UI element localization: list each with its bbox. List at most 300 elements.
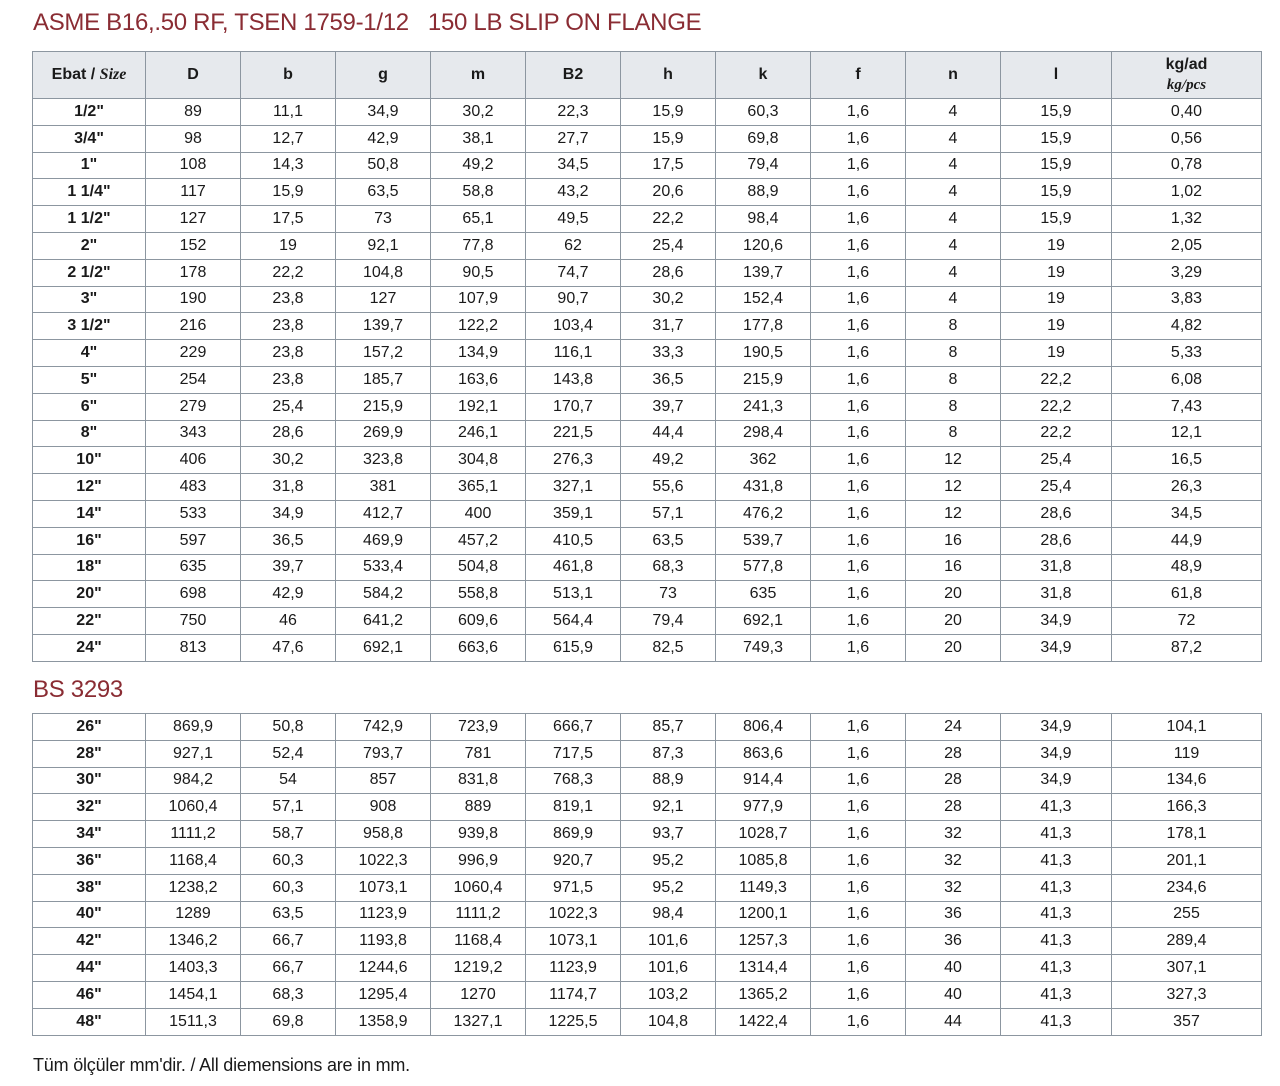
value-cell: 831,8 (431, 767, 526, 794)
value-cell: 1511,3 (146, 1008, 241, 1035)
value-cell: 698 (146, 581, 241, 608)
table-body-bs3293 (33, 714, 1262, 1036)
size-cell: 3/4" (33, 125, 146, 152)
value-cell: 1,6 (811, 740, 906, 767)
value-cell: 116,1 (526, 340, 621, 367)
value-cell: 23,8 (241, 340, 336, 367)
value-cell: 26,3 (1112, 474, 1262, 501)
value-cell: 1244,6 (336, 955, 431, 982)
value-cell: 69,8 (716, 125, 811, 152)
value-cell: 483 (146, 474, 241, 501)
value-cell: 513,1 (526, 581, 621, 608)
header-col-d: D (146, 52, 241, 99)
value-cell: 1,6 (811, 500, 906, 527)
header-size (33, 52, 146, 99)
value-cell: 533,4 (336, 554, 431, 581)
value-cell: 1073,1 (526, 928, 621, 955)
value-cell: 28 (906, 767, 1001, 794)
value-cell: 216 (146, 313, 241, 340)
value-cell: 62 (526, 232, 621, 259)
table-row (33, 767, 1262, 794)
value-cell: 74,7 (526, 259, 621, 286)
size-cell: 8" (33, 420, 146, 447)
value-cell: 44 (906, 1008, 1001, 1035)
value-cell: 41,3 (1001, 847, 1112, 874)
size-cell: 24" (33, 634, 146, 661)
value-cell: 120,6 (716, 232, 811, 259)
value-cell: 73 (621, 581, 716, 608)
value-cell: 1225,5 (526, 1008, 621, 1035)
value-cell: 0,56 (1112, 125, 1262, 152)
size-cell: 14" (33, 500, 146, 527)
value-cell: 15,9 (1001, 152, 1112, 179)
value-cell: 19 (1001, 259, 1112, 286)
value-cell: 215,9 (716, 366, 811, 393)
value-cell: 1,6 (811, 847, 906, 874)
value-cell: 635 (146, 554, 241, 581)
size-cell: 20" (33, 581, 146, 608)
value-cell: 1,6 (811, 714, 906, 741)
value-cell: 32 (906, 821, 1001, 848)
size-cell: 38" (33, 874, 146, 901)
value-cell: 1295,4 (336, 981, 431, 1008)
value-cell: 42,9 (241, 581, 336, 608)
table-row (33, 206, 1262, 233)
value-cell: 1,6 (811, 259, 906, 286)
value-cell: 63,5 (241, 901, 336, 928)
value-cell: 8 (906, 420, 1001, 447)
value-cell: 889 (431, 794, 526, 821)
value-cell: 104,1 (1112, 714, 1262, 741)
value-cell: 307,1 (1112, 955, 1262, 982)
value-cell: 166,3 (1112, 794, 1262, 821)
value-cell: 49,5 (526, 206, 621, 233)
value-cell: 1,6 (811, 393, 906, 420)
value-cell: 28,6 (1001, 500, 1112, 527)
value-cell: 1073,1 (336, 874, 431, 901)
table-row (33, 99, 1262, 126)
size-cell: 6" (33, 393, 146, 420)
value-cell: 1,6 (811, 821, 906, 848)
value-cell: 400 (431, 500, 526, 527)
section-title-bs3293: BS 3293 (33, 676, 123, 703)
value-cell: 20 (906, 581, 1001, 608)
value-cell: 939,8 (431, 821, 526, 848)
table-row (33, 714, 1262, 741)
value-cell: 16,5 (1112, 447, 1262, 474)
value-cell: 564,4 (526, 608, 621, 635)
table-row (33, 152, 1262, 179)
value-cell: 750 (146, 608, 241, 635)
value-cell: 615,9 (526, 634, 621, 661)
value-cell: 85,7 (621, 714, 716, 741)
value-cell: 4 (906, 99, 1001, 126)
value-cell: 16 (906, 554, 1001, 581)
value-cell: 327,1 (526, 474, 621, 501)
value-cell: 177,8 (716, 313, 811, 340)
table-row (33, 286, 1262, 313)
header-size-en: Size (99, 66, 127, 83)
value-cell: 504,8 (431, 554, 526, 581)
value-cell: 34,9 (336, 99, 431, 126)
value-cell: 31,8 (1001, 581, 1112, 608)
value-cell: 4 (906, 259, 1001, 286)
value-cell: 32 (906, 847, 1001, 874)
value-cell: 87,2 (1112, 634, 1262, 661)
table-row (33, 1008, 1262, 1035)
value-cell: 1270 (431, 981, 526, 1008)
value-cell: 34,5 (526, 152, 621, 179)
value-cell: 0,78 (1112, 152, 1262, 179)
table-row (33, 821, 1262, 848)
value-cell: 723,9 (431, 714, 526, 741)
value-cell: 577,8 (716, 554, 811, 581)
value-cell: 539,7 (716, 527, 811, 554)
value-cell: 1174,7 (526, 981, 621, 1008)
value-cell: 139,7 (716, 259, 811, 286)
value-cell: 77,8 (431, 232, 526, 259)
value-cell: 12,1 (1112, 420, 1262, 447)
value-cell: 122,2 (431, 313, 526, 340)
value-cell: 15,9 (1001, 179, 1112, 206)
value-cell: 7,43 (1112, 393, 1262, 420)
value-cell: 30,2 (431, 99, 526, 126)
value-cell: 3,83 (1112, 286, 1262, 313)
size-cell: 10" (33, 447, 146, 474)
value-cell: 1219,2 (431, 955, 526, 982)
value-cell: 101,6 (621, 955, 716, 982)
table-row (33, 901, 1262, 928)
value-cell: 25,4 (621, 232, 716, 259)
table-row (33, 259, 1262, 286)
value-cell: 73 (336, 206, 431, 233)
value-cell: 1022,3 (526, 901, 621, 928)
value-cell: 69,8 (241, 1008, 336, 1035)
value-cell: 457,2 (431, 527, 526, 554)
value-cell: 190,5 (716, 340, 811, 367)
value-cell: 127 (146, 206, 241, 233)
value-cell: 47,6 (241, 634, 336, 661)
value-cell: 584,2 (336, 581, 431, 608)
value-cell: 60,3 (716, 99, 811, 126)
value-cell: 971,5 (526, 874, 621, 901)
value-cell: 58,8 (431, 179, 526, 206)
value-cell: 1111,2 (431, 901, 526, 928)
value-cell: 20,6 (621, 179, 716, 206)
value-cell: 28,6 (621, 259, 716, 286)
value-cell: 1,6 (811, 581, 906, 608)
size-cell: 42" (33, 928, 146, 955)
value-cell: 41,3 (1001, 901, 1112, 928)
value-cell: 1,6 (811, 420, 906, 447)
value-cell: 410,5 (526, 527, 621, 554)
value-cell: 19 (1001, 313, 1112, 340)
value-cell: 27,7 (526, 125, 621, 152)
value-cell: 134,9 (431, 340, 526, 367)
value-cell: 1327,1 (431, 1008, 526, 1035)
value-cell: 246,1 (431, 420, 526, 447)
value-cell: 19 (1001, 232, 1112, 259)
table-row (33, 393, 1262, 420)
value-cell: 12 (906, 474, 1001, 501)
value-cell: 104,8 (336, 259, 431, 286)
value-cell: 215,9 (336, 393, 431, 420)
value-cell: 19 (1001, 286, 1112, 313)
value-cell: 190 (146, 286, 241, 313)
value-cell: 635 (716, 581, 811, 608)
value-cell: 89 (146, 99, 241, 126)
header-size-tr: Ebat / (51, 66, 100, 83)
value-cell: 192,1 (431, 393, 526, 420)
value-cell: 41,3 (1001, 981, 1112, 1008)
value-cell: 1238,2 (146, 874, 241, 901)
table-row (33, 366, 1262, 393)
value-cell: 641,2 (336, 608, 431, 635)
value-cell: 72 (1112, 608, 1262, 635)
table-row (33, 447, 1262, 474)
value-cell: 1,6 (811, 1008, 906, 1035)
value-cell: 103,4 (526, 313, 621, 340)
value-cell: 22,2 (1001, 366, 1112, 393)
value-cell: 25,4 (1001, 447, 1112, 474)
value-cell: 869,9 (526, 821, 621, 848)
table-row (33, 500, 1262, 527)
value-cell: 98,4 (716, 206, 811, 233)
value-cell: 4 (906, 206, 1001, 233)
value-cell: 58,7 (241, 821, 336, 848)
value-cell: 1,6 (811, 206, 906, 233)
value-cell: 1,6 (811, 340, 906, 367)
value-cell: 533 (146, 500, 241, 527)
size-cell: 28" (33, 740, 146, 767)
value-cell: 95,2 (621, 874, 716, 901)
value-cell: 749,3 (716, 634, 811, 661)
value-cell: 1,6 (811, 447, 906, 474)
value-cell: 666,7 (526, 714, 621, 741)
value-cell: 39,7 (241, 554, 336, 581)
value-cell: 25,4 (241, 393, 336, 420)
size-cell: 1/2" (33, 99, 146, 126)
table-row (33, 125, 1262, 152)
table-row (33, 874, 1262, 901)
value-cell: 98,4 (621, 901, 716, 928)
value-cell: 1,6 (811, 474, 906, 501)
value-cell: 90,5 (431, 259, 526, 286)
size-cell: 48" (33, 1008, 146, 1035)
value-cell: 343 (146, 420, 241, 447)
value-cell: 34,9 (241, 500, 336, 527)
value-cell: 88,9 (621, 767, 716, 794)
value-cell: 46 (241, 608, 336, 635)
value-cell: 44,9 (1112, 527, 1262, 554)
size-cell: 2 1/2" (33, 259, 146, 286)
header-row (33, 52, 1262, 99)
value-cell: 127 (336, 286, 431, 313)
value-cell: 4,82 (1112, 313, 1262, 340)
value-cell: 41,3 (1001, 794, 1112, 821)
header-weight (1112, 52, 1262, 99)
value-cell: 11,1 (241, 99, 336, 126)
value-cell: 4 (906, 125, 1001, 152)
value-cell: 1022,3 (336, 847, 431, 874)
value-cell: 30,2 (241, 447, 336, 474)
value-cell: 609,6 (431, 608, 526, 635)
value-cell: 50,8 (336, 152, 431, 179)
size-cell: 22" (33, 608, 146, 635)
value-cell: 157,2 (336, 340, 431, 367)
value-cell: 14,3 (241, 152, 336, 179)
value-cell: 15,9 (621, 99, 716, 126)
value-cell: 1,32 (1112, 206, 1262, 233)
header-col-g: g (336, 52, 431, 99)
value-cell: 163,6 (431, 366, 526, 393)
table-row (33, 581, 1262, 608)
value-cell: 857 (336, 767, 431, 794)
value-cell: 692,1 (336, 634, 431, 661)
value-cell: 269,9 (336, 420, 431, 447)
header-col-l: l (1001, 52, 1112, 99)
value-cell: 66,7 (241, 928, 336, 955)
value-cell: 79,4 (621, 608, 716, 635)
value-cell: 381 (336, 474, 431, 501)
size-cell: 5" (33, 366, 146, 393)
value-cell: 406 (146, 447, 241, 474)
table-row (33, 474, 1262, 501)
value-cell: 1,6 (811, 874, 906, 901)
value-cell: 1,6 (811, 366, 906, 393)
size-cell: 18" (33, 554, 146, 581)
value-cell: 34,9 (1001, 740, 1112, 767)
value-cell: 63,5 (621, 527, 716, 554)
value-cell: 54 (241, 767, 336, 794)
value-cell: 41,3 (1001, 874, 1112, 901)
value-cell: 362 (716, 447, 811, 474)
table-row (33, 340, 1262, 367)
value-cell: 98 (146, 125, 241, 152)
value-cell: 431,8 (716, 474, 811, 501)
value-cell: 1168,4 (146, 847, 241, 874)
value-cell: 323,8 (336, 447, 431, 474)
value-cell: 1,6 (811, 554, 906, 581)
value-cell: 119 (1112, 740, 1262, 767)
table-row (33, 313, 1262, 340)
size-cell: 34" (33, 821, 146, 848)
value-cell: 185,7 (336, 366, 431, 393)
value-cell: 304,8 (431, 447, 526, 474)
value-cell: 152 (146, 232, 241, 259)
value-cell: 41,3 (1001, 1008, 1112, 1035)
value-cell: 28,6 (241, 420, 336, 447)
value-cell: 221,5 (526, 420, 621, 447)
value-cell: 1123,9 (526, 955, 621, 982)
value-cell: 1,6 (811, 313, 906, 340)
table-row (33, 981, 1262, 1008)
value-cell: 68,3 (241, 981, 336, 1008)
value-cell: 38,1 (431, 125, 526, 152)
flange-table-bs3293 (32, 713, 1262, 1036)
value-cell: 1060,4 (146, 794, 241, 821)
value-cell: 5,33 (1112, 340, 1262, 367)
value-cell: 17,5 (241, 206, 336, 233)
header-col-f: f (811, 52, 906, 99)
value-cell: 28 (906, 794, 1001, 821)
value-cell: 57,1 (621, 500, 716, 527)
value-cell: 34,9 (1001, 714, 1112, 741)
value-cell: 44,4 (621, 420, 716, 447)
value-cell: 1403,3 (146, 955, 241, 982)
value-cell: 23,8 (241, 313, 336, 340)
flange-table-asme (32, 51, 1262, 662)
value-cell: 20 (906, 608, 1001, 635)
footnote-sep: / (185, 1055, 200, 1075)
table-row (33, 928, 1262, 955)
table-header (33, 52, 1262, 99)
value-cell: 1111,2 (146, 821, 241, 848)
value-cell: 927,1 (146, 740, 241, 767)
value-cell: 663,6 (431, 634, 526, 661)
value-cell: 4 (906, 179, 1001, 206)
value-cell: 23,8 (241, 366, 336, 393)
value-cell: 152,4 (716, 286, 811, 313)
value-cell: 869,9 (146, 714, 241, 741)
header-col-b: b (241, 52, 336, 99)
value-cell: 813 (146, 634, 241, 661)
table-row (33, 847, 1262, 874)
value-cell: 20 (906, 634, 1001, 661)
value-cell: 30,2 (621, 286, 716, 313)
value-cell: 15,9 (1001, 125, 1112, 152)
value-cell: 1257,3 (716, 928, 811, 955)
value-cell: 63,5 (336, 179, 431, 206)
value-cell: 558,8 (431, 581, 526, 608)
value-cell: 1,6 (811, 767, 906, 794)
size-cell: 1 1/2" (33, 206, 146, 233)
value-cell: 1365,2 (716, 981, 811, 1008)
value-cell: 32 (906, 874, 1001, 901)
value-cell: 1422,4 (716, 1008, 811, 1035)
value-cell: 36 (906, 901, 1001, 928)
value-cell: 806,4 (716, 714, 811, 741)
size-cell: 36" (33, 847, 146, 874)
value-cell: 49,2 (431, 152, 526, 179)
value-cell: 476,2 (716, 500, 811, 527)
value-cell: 793,7 (336, 740, 431, 767)
value-cell: 34,9 (1001, 608, 1112, 635)
value-cell: 1,6 (811, 981, 906, 1008)
value-cell: 95,2 (621, 847, 716, 874)
value-cell: 101,6 (621, 928, 716, 955)
value-cell: 108 (146, 152, 241, 179)
value-cell: 22,2 (1001, 420, 1112, 447)
value-cell: 33,3 (621, 340, 716, 367)
value-cell: 15,9 (241, 179, 336, 206)
value-cell: 139,7 (336, 313, 431, 340)
value-cell: 2,05 (1112, 232, 1262, 259)
value-cell: 178 (146, 259, 241, 286)
value-cell: 92,1 (621, 794, 716, 821)
value-cell: 36 (906, 928, 1001, 955)
value-cell: 178,1 (1112, 821, 1262, 848)
value-cell: 22,2 (621, 206, 716, 233)
table-row (33, 608, 1262, 635)
value-cell: 93,7 (621, 821, 716, 848)
value-cell: 4 (906, 152, 1001, 179)
value-cell: 1123,9 (336, 901, 431, 928)
value-cell: 104,8 (621, 1008, 716, 1035)
value-cell: 50,8 (241, 714, 336, 741)
header-col-n: n (906, 52, 1001, 99)
value-cell: 34,5 (1112, 500, 1262, 527)
